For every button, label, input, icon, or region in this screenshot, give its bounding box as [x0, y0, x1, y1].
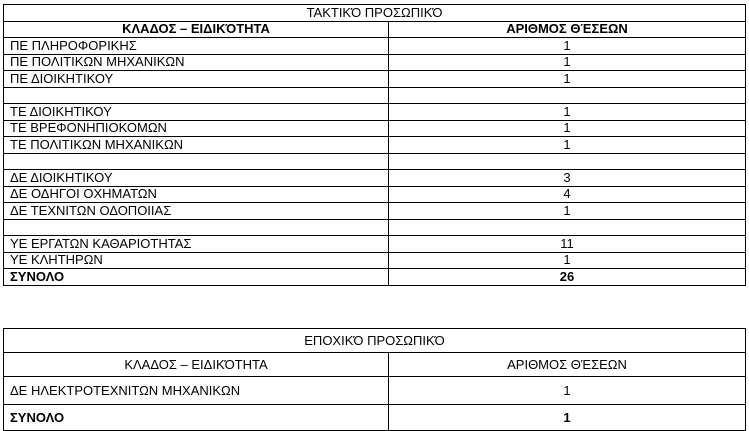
- column-header-specialty: ΚΛΑΔΟΣ – ΕΙΔΙΚΌΤΗΤΑ: [4, 353, 389, 377]
- specialty-cell: ΔΕ ΗΛΕΚΤΡΟΤΕΧΝΙΤΩΝ ΜΗΧΑΝΙΚΩΝ: [4, 377, 389, 405]
- table-row: [4, 137, 746, 154]
- specialty-cell: [4, 219, 389, 236]
- total-label: ΣΥΝΟΛΟ: [4, 405, 389, 431]
- positions-cell: 1: [389, 71, 746, 88]
- positions-cell: 1: [389, 54, 746, 71]
- table-row: [4, 236, 746, 253]
- positions-cell: 1: [389, 120, 746, 137]
- specialty-cell: ΤΕ ΒΡΕΦΟΝΗΠΙΟΚΟΜΩΝ: [4, 120, 389, 137]
- positions-cell: [389, 153, 746, 170]
- table-title-row: [4, 5, 746, 22]
- positions-cell: 11: [389, 236, 746, 253]
- positions-cell: 1: [389, 252, 746, 269]
- specialty-cell: ΔΕ ΔΙΟΙΚΗΤΙΚΟΥ: [4, 170, 389, 187]
- total-value: 1: [389, 405, 746, 431]
- specialty-cell: ΤΕ ΠΟΛΙΤΙΚΩΝ ΜΗΧΑΝΙΚΩΝ: [4, 137, 389, 154]
- positions-cell: 1: [389, 38, 746, 55]
- column-header-specialty: ΚΛΑΔΟΣ – ΕΙΔΙΚΌΤΗΤΑ: [4, 21, 389, 38]
- positions-cell: 1: [389, 203, 746, 220]
- positions-cell: [389, 87, 746, 104]
- specialty-cell: ΔΕ ΟΔΗΓΟΙ ΟΧΗΜΑΤΩΝ: [4, 186, 389, 203]
- table-row: [4, 71, 746, 88]
- total-label: ΣΥΝΟΛΟ: [4, 269, 389, 286]
- specialty-cell: ΠΕ ΠΛΗΡΟΦΟΡΙΚΗΣ: [4, 38, 389, 55]
- table-row: [4, 186, 746, 203]
- specialty-cell: [4, 153, 389, 170]
- table-title-row: [4, 329, 746, 353]
- column-header-positions: ΑΡΙΘΜΟΣ ΘΈΣΕΩΝ: [389, 21, 746, 38]
- table-title: ΕΠΟΧΙΚΌ ΠΡΟΣΩΠΙΚΌ: [4, 329, 746, 353]
- positions-cell: 3: [389, 170, 746, 187]
- specialty-cell: ΔΕ ΤΕΧΝΙΤΩΝ ΟΔΟΠΟΙΙΑΣ: [4, 203, 389, 220]
- positions-cell: [389, 219, 746, 236]
- column-header-positions: ΑΡΙΘΜΟΣ ΘΈΣΕΩΝ: [389, 353, 746, 377]
- table-total-row: [4, 269, 746, 286]
- table-row-empty: [4, 153, 746, 170]
- seasonal-staff-table: [3, 328, 746, 431]
- total-value: 26: [389, 269, 746, 286]
- table-row: [4, 377, 746, 405]
- specialty-cell: ΠΕ ΠΟΛΙΤΙΚΩΝ ΜΗΧΑΝΙΚΩΝ: [4, 54, 389, 71]
- positions-cell: 1: [389, 104, 746, 121]
- table-title: ΤΑΚΤΙΚΌ ΠΡΟΣΩΠΙΚΌ: [4, 5, 746, 22]
- table-row: [4, 38, 746, 55]
- specialty-cell: [4, 87, 389, 104]
- table-total-row: [4, 405, 746, 431]
- table-row-empty: [4, 87, 746, 104]
- specialty-cell: ΠΕ ΔΙΟΙΚΗΤΙΚΟΥ: [4, 71, 389, 88]
- specialty-cell: ΥΕ ΕΡΓΑΤΩΝ ΚΑΘΑΡΙΟΤΗΤΑΣ: [4, 236, 389, 253]
- table-row: [4, 120, 746, 137]
- table-row: [4, 104, 746, 121]
- table-row: [4, 170, 746, 187]
- permanent-staff-table: [3, 4, 746, 286]
- positions-cell: 1: [389, 377, 746, 405]
- table-row: [4, 54, 746, 71]
- positions-cell: 1: [389, 137, 746, 154]
- table-header-row: [4, 21, 746, 38]
- table-row-empty: [4, 219, 746, 236]
- positions-cell: 4: [389, 186, 746, 203]
- table-row: [4, 252, 746, 269]
- specialty-cell: ΤΕ ΔΙΟΙΚΗΤΙΚΟΥ: [4, 104, 389, 121]
- table-row: [4, 203, 746, 220]
- table-header-row: [4, 353, 746, 377]
- specialty-cell: ΥΕ ΚΛΗΤΗΡΩΝ: [4, 252, 389, 269]
